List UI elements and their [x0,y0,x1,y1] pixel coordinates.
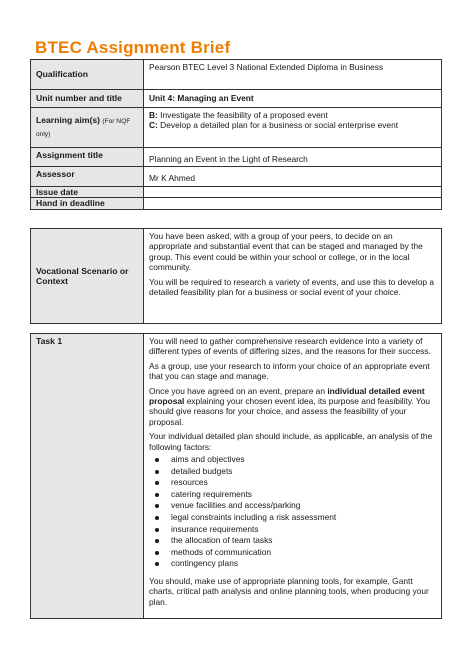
assessor-value: Mr K Ahmed [144,167,442,186]
page-title: BTEC Assignment Brief [35,38,231,57]
list-item: resources [149,477,436,489]
scenario-paragraph-2: You will be required to research a variety of events, and use this to develop a detailed feasibility plan for a business or social event of your choice. [149,276,435,298]
learning-aims-label-text: Learning aim(s) [36,115,100,126]
learning-aim-b-text: Investigate the feasibility of a proposed event [160,110,328,120]
list-item: contingency plans [149,558,436,570]
learning-aim-c-text: Develop a detailed plan for a business or social enterprise event [160,120,399,131]
unit-value: Unit 4: Managing an Event [144,90,442,108]
unit-label: Unit number and title [31,90,144,108]
assignment-title-label: Assignment title [31,148,144,167]
scenario-label: Vocational Scenario or Context [31,229,144,324]
task-body [144,334,442,619]
list-item: methods of communication [149,547,436,559]
brief-table [30,59,442,210]
list-item: detailed budgets [149,466,436,478]
list-item: catering requirements [149,489,436,501]
hand-in-deadline-label: Hand in deadline [31,198,144,209]
task-table [30,333,442,619]
scenario-body [144,229,442,324]
task-paragraph-4: Your individual detailed plan should include, as applicable, an analysis of the following factors: [149,431,433,452]
learning-aim-c [149,120,436,130]
qualification-value: Pearson BTEC Level 3 National Extended Diploma in Business [144,60,442,90]
list-item: legal constraints including a risk assessment [149,512,436,524]
task-paragraph-3-pre: Once you have agreed on an event, prepare an [149,385,328,396]
issue-date-label: Issue date [31,186,144,197]
factors-list [149,454,436,570]
scenario-paragraph-1: You have been asked, with a group of your peers, to decide on an appropriate and substantial event that can be staged and managed by the group. This event could be within your school or college, or in the local community. [149,231,423,273]
list-item: aims and objectives [149,454,436,466]
learning-aim-b [149,110,436,120]
scenario-table [30,228,442,324]
task-paragraph-5: You should, make use of appropriate planning tools, for example, Gantt charts, critical path analysis and online planning tools, when producing your plan. [149,576,429,607]
learning-aims-note: (For NQF only) [36,118,131,138]
task-paragraph-1: You will need to gather comprehensive research evidence into a variety of different types of events of differing sizes, and the reasons for their success. [149,336,431,357]
hand-in-deadline-value [144,198,442,209]
learning-aim-c-code: C: [149,120,158,131]
learning-aims-label [31,108,144,148]
qualification-label: Qualification [31,60,144,90]
learning-aim-b-code: B: [149,110,158,120]
assessor-label: Assessor [31,167,144,186]
task-paragraph-3 [149,386,436,428]
task-paragraph-3-post: explaining your chosen event idea, its purpose and feasibility. You should give reasons for your choice, and assess the feasibility of your proposal. [149,396,431,427]
task-paragraph-2: As a group, use your research to inform your choice of an appropriate event that you can stage and manage. [149,360,430,382]
list-item: insurance requirements [149,524,436,536]
list-item: the allocation of team tasks [149,535,436,547]
task-paragraph-3-bold: individual detailed event proposal [149,385,425,407]
learning-aims-value [144,108,442,148]
list-item: venue facilities and access/parking [149,500,436,512]
assignment-title-value: Planning an Event in the Light of Research [144,148,442,167]
task-label: Task 1 [31,334,144,619]
issue-date-value [144,186,442,197]
